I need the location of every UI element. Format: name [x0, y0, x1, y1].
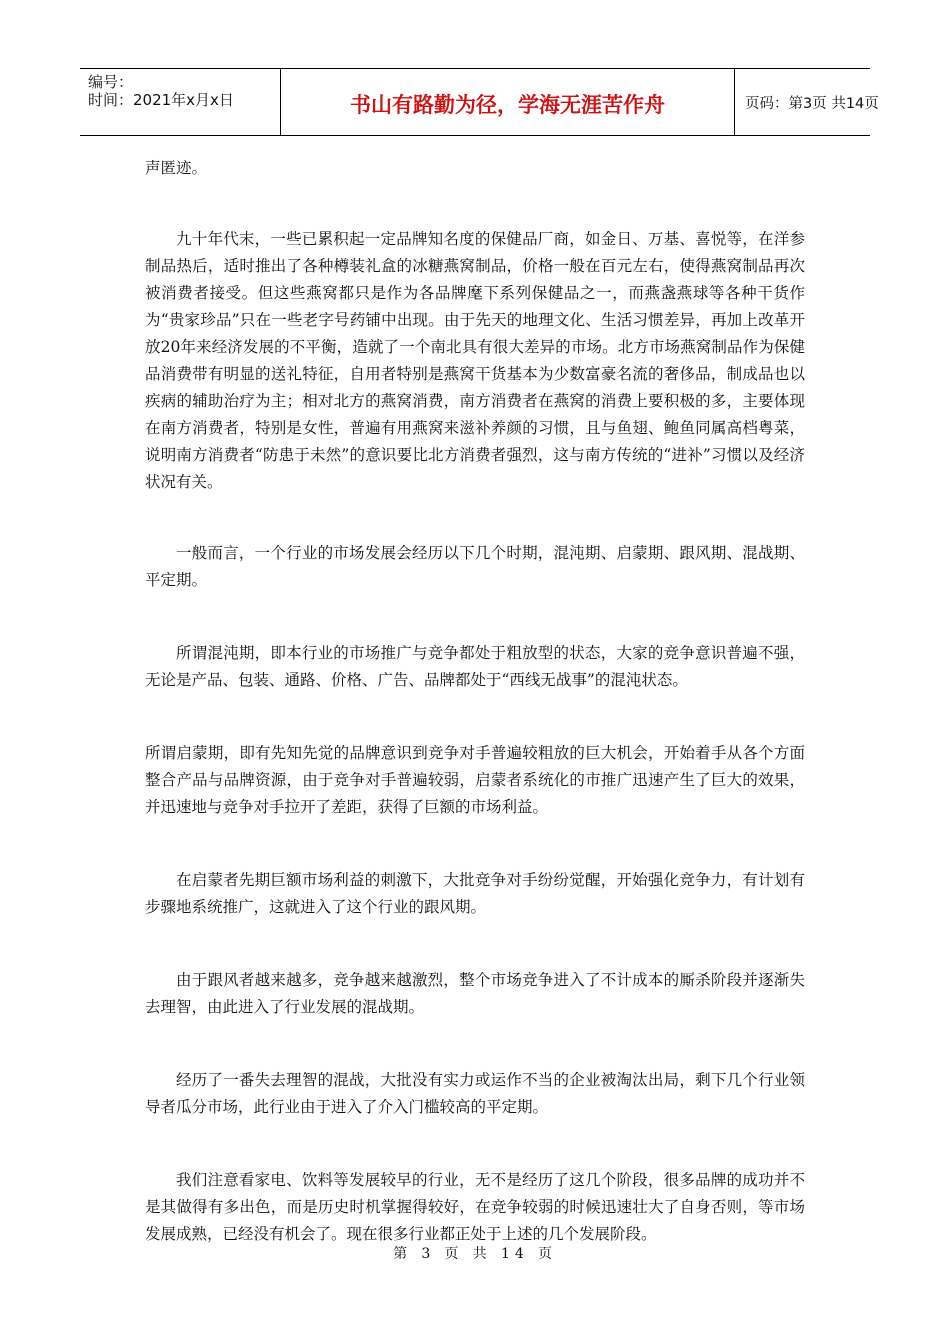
header-info: [80, 69, 280, 135]
page-header: [80, 68, 879, 136]
header-page-number: 页码：第3页 共14页: [745, 95, 879, 112]
document-body: [145, 155, 805, 1248]
paragraph: 一般而言，一个行业的市场发展会经历以下几个时期，混沌期、启蒙期、跟风期、混战期、平定期。: [145, 544, 805, 589]
document-date-label: 时间：2021年x月x日: [88, 91, 234, 109]
paragraph: 我们注意看家电、饮料等发展较早的行业，无不是经历了这几个阶段，很多品牌的成功并不是其做得有多出色，而是历史时机掌握得较好，在竞争较弱的时候迅速壮大了自身否则，等市场发展成熟，已经没有机会了。现在很多行业都正处于上述的几个发展阶段。: [145, 1171, 805, 1243]
paragraph: 所谓启蒙期，即有先知先觉的品牌意识到竞争对手普遍较粗放的巨大机会，开始着手从各个方面整合产品与品牌资源，由于竞争对手普遍较弱，启蒙者系统化的市推广迅速产生了巨大的效果，并迅速地与竞争对手拉开了差距，获得了巨额的市场利益。: [145, 744, 805, 816]
header-motto: 书山有路勤为径，学海无涯苦作舟: [280, 69, 735, 135]
document-number-label: 编号：: [88, 73, 134, 91]
paragraph: 由于跟风者越来越多，竞争越来越激烈，整个市场竞争进入了不计成本的厮杀阶段并逐渐失去理智，由此进入了行业发展的混战期。: [145, 971, 805, 1016]
paragraph: 所谓混沌期，即本行业的市场推广与竞争都处于粗放型的状态，大家的竞争意识普遍不强，无论是产品、包装、通路、价格、广告、品牌都处于“西线无战事”的混沌状态。: [145, 644, 805, 689]
paragraph: 九十年代末，一些已累积起一定品牌知名度的保健品厂商，如金日、万基、喜悦等，在洋参制品热后，适时推出了各种樽装礼盒的冰糖燕窝制品，价格一般在百元左右，使得燕窝制品再次被消费者接受。但这些燕窝都只是作为各品牌麾下系列保健品之一，而燕盏燕球等各种干货作为“贵家珍品”只在一些老字号药铺中出现。由于先天的地理文化、生活习惯差异，再加上改革开放20年来经济发展的不平衡，造就了一个南北具有很大差异的市场。北方市场燕窝制品作为保健品消费带有明显的送礼特征，自用者特别是燕窝干货基本为少数富豪名流的奢侈品，制成品也以疾病的辅助治疗为主；相对北方的燕窝消费，南方消费者在燕窝的消费上要积极的多，主要体现在南方消费者，特别是女性，普遍有用燕窝来滋补养颜的习惯，且与鱼翅、鲍鱼同属高档粤菜，说明南方消费者“防患于未然”的意识要比北方消费者强烈，这与南方传统的“进补”习惯以及经济状况有关。: [145, 230, 805, 491]
page-footer: 第 3 页 共 14 页: [393, 1246, 557, 1262]
paragraph: 经历了一番失去理智的混战，大批没有实力或运作不当的企业被淘汰出局，剩下几个行业领导者瓜分市场，此行业由于进入了介入门槛较高的平定期。: [145, 1071, 805, 1116]
paragraph-continuation: 声匿迹。: [145, 159, 208, 177]
paragraph: 在启蒙者先期巨额市场利益的刺激下，大批竞争对手纷纷觉醒，开始强化竞争力，有计划有步骤地系统推广，这就进入了这个行业的跟风期。: [145, 871, 805, 916]
